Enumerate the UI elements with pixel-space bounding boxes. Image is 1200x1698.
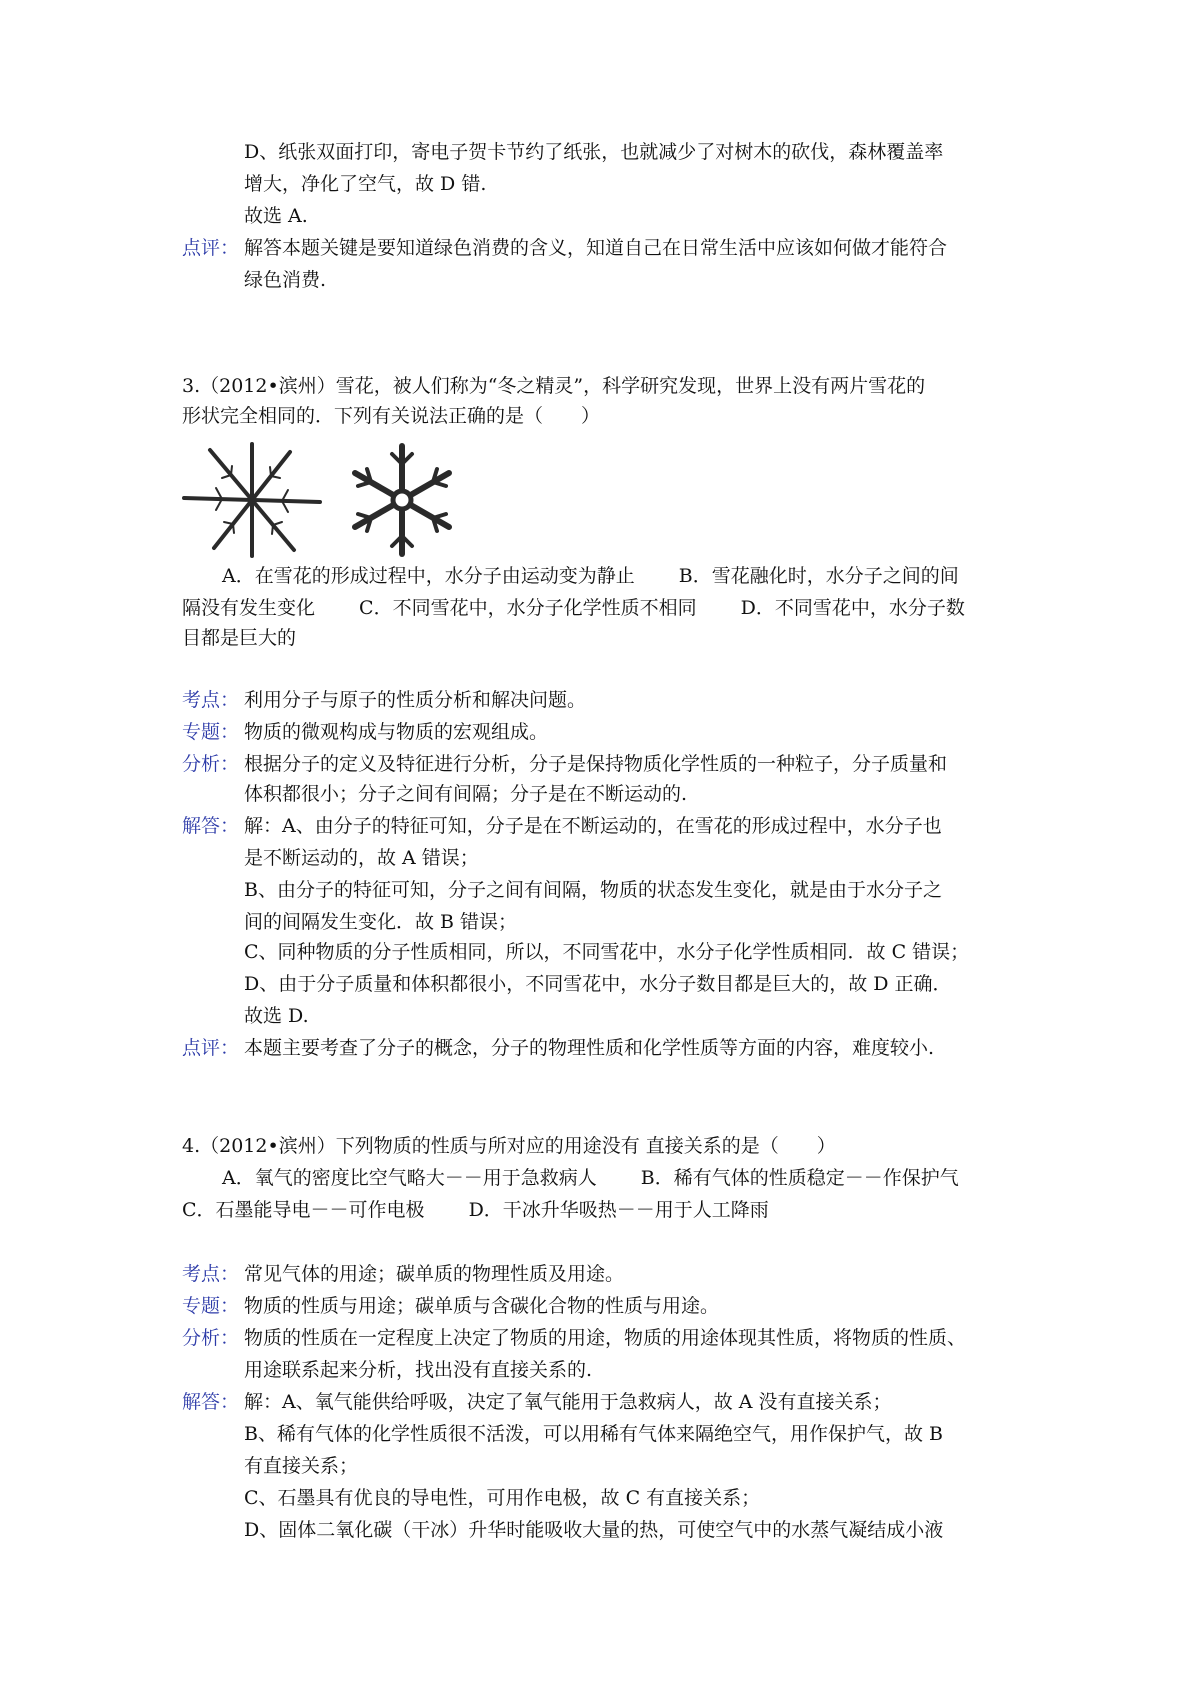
q2-choice: 故选 A. — [244, 205, 308, 227]
q3-fenxi-line1: 根据分子的定义及特征进行分析，分子是保持物质化学性质的一种粒子，分子质量和 — [244, 753, 948, 775]
q3-jieda-line: 间的间隔发生变化．故 B 错误； — [244, 911, 518, 933]
q3-stem-line1: 3.（2012•滨州）雪花，被人们称为“冬之精灵”，科学研究发现，世界上没有两片雪花的 — [182, 375, 926, 397]
snowflake-icon — [184, 444, 320, 556]
snowflake-image-2 — [338, 438, 466, 563]
q3-zhuanti-label: 专题： — [182, 721, 240, 743]
q3-kaodian: 利用分子与原子的性质分析和解决问题。 — [244, 689, 587, 711]
q3-jieda-line: 是不断运动的，故 A 错误； — [244, 847, 479, 869]
q4-jieda-line: B、稀有气体的化学性质很不活泼，可以用稀有气体来隔绝空气，用作保护气，故 B — [244, 1423, 943, 1445]
q4-stem: 4.（2012•滨州）下列物质的性质与所对应的用途没有 直接关系的是（ ） — [182, 1135, 836, 1157]
q3-jieda-line: 故选 D. — [244, 1005, 309, 1027]
q3-fenxi-label: 分析： — [182, 753, 240, 775]
q3-jieda-line: 解：A、由分子的特征可知，分子是在不断运动的，在雪花的形成过程中，水分子也 — [244, 815, 942, 837]
q4-jieda-line: 有直接关系； — [244, 1455, 359, 1477]
q2-comment-label: 点评： — [182, 237, 240, 259]
q4-fenxi-line2: 用途联系起来分析，找出没有直接关系的. — [244, 1359, 593, 1381]
q4-fenxi-line1: 物质的性质在一定程度上决定了物质的用途，物质的用途体现其性质，将物质的性质、 — [244, 1327, 967, 1349]
q3-dianping: 本题主要考查了分子的概念，分子的物理性质和化学性质等方面的内容，难度较小. — [244, 1037, 935, 1059]
q3-options-line3: 目都是巨大的 — [182, 627, 297, 649]
snowflake-image-1 — [182, 438, 322, 563]
q4-jieda-line: D、固体二氧化碳（干冰）升华时能吸收大量的热，可使空气中的水蒸气凝结成小液 — [244, 1519, 944, 1541]
q3-stem-line2: 形状完全相同的．下列有关说法正确的是（ ） — [182, 405, 601, 427]
q3-jieda-line: C、同种物质的分子性质相同，所以，不同雪花中，水分子化学性质相同．故 C 错误； — [244, 941, 970, 963]
q4-options-line1: A．氧气的密度比空气略大－－用于急救病人 B．稀有气体的性质稳定－－作保护气 — [222, 1167, 959, 1189]
q4-zhuanti: 物质的性质与用途；碳单质与含碳化合物的性质与用途。 — [244, 1295, 720, 1317]
q4-options-line2: C．石墨能导电－－可作电极 D．干冰升华吸热－－用于人工降雨 — [182, 1199, 769, 1221]
q4-fenxi-label: 分析： — [182, 1327, 240, 1349]
q3-jieda-label: 解答： — [182, 815, 240, 837]
q4-zhuanti-label: 专题： — [182, 1295, 240, 1317]
q4-jieda-line: 解：A、氧气能供给呼吸，决定了氧气能用于急救病人，故 A 没有直接关系； — [244, 1391, 892, 1413]
q4-kaodian: 常见气体的用途；碳单质的物理性质及用途。 — [244, 1263, 625, 1285]
q4-kaodian-label: 考点： — [182, 1263, 240, 1285]
q2-comment-line1: 解答本题关键是要知道绿色消费的含义，知道自己在日常生活中应该如何做才能符合 — [244, 237, 948, 259]
q3-zhuanti: 物质的微观构成与物质的宏观组成。 — [244, 721, 549, 743]
q4-jieda-line: C、石墨具有优良的导电性，可用作电极，故 C 有直接关系； — [244, 1487, 761, 1509]
snowflake-icon — [355, 446, 449, 554]
q2-option-d-line2: 增大，净化了空气，故 D 错. — [244, 173, 487, 195]
q3-jieda-line: B、由分子的特征可知，分子之间有间隔，物质的状态发生变化，就是由于水分子之 — [244, 879, 942, 901]
q4-jieda-label: 解答： — [182, 1391, 240, 1413]
q2-comment-line2: 绿色消费. — [244, 269, 327, 291]
q3-jieda-line: D、由于分子质量和体积都很小，不同雪花中，水分子数目都是巨大的，故 D 正确． — [244, 973, 952, 995]
q3-options-line2: 隔没有发生变化 C．不同雪花中，水分子化学性质不相同 D．不同雪花中，水分子数 — [182, 597, 965, 619]
q3-kaodian-label: 考点： — [182, 689, 240, 711]
q3-options-line1: A．在雪花的形成过程中，水分子由运动变为静止 B．雪花融化时，水分子之间的间 — [222, 565, 959, 587]
q2-option-d-line1: D、纸张双面打印，寄电子贺卡节约了纸张，也就减少了对树木的砍伐，森林覆盖率 — [244, 141, 944, 163]
q3-dianping-label: 点评： — [182, 1037, 240, 1059]
q3-fenxi-line2: 体积都很小；分子之间有间隔；分子是在不断运动的. — [244, 783, 688, 805]
